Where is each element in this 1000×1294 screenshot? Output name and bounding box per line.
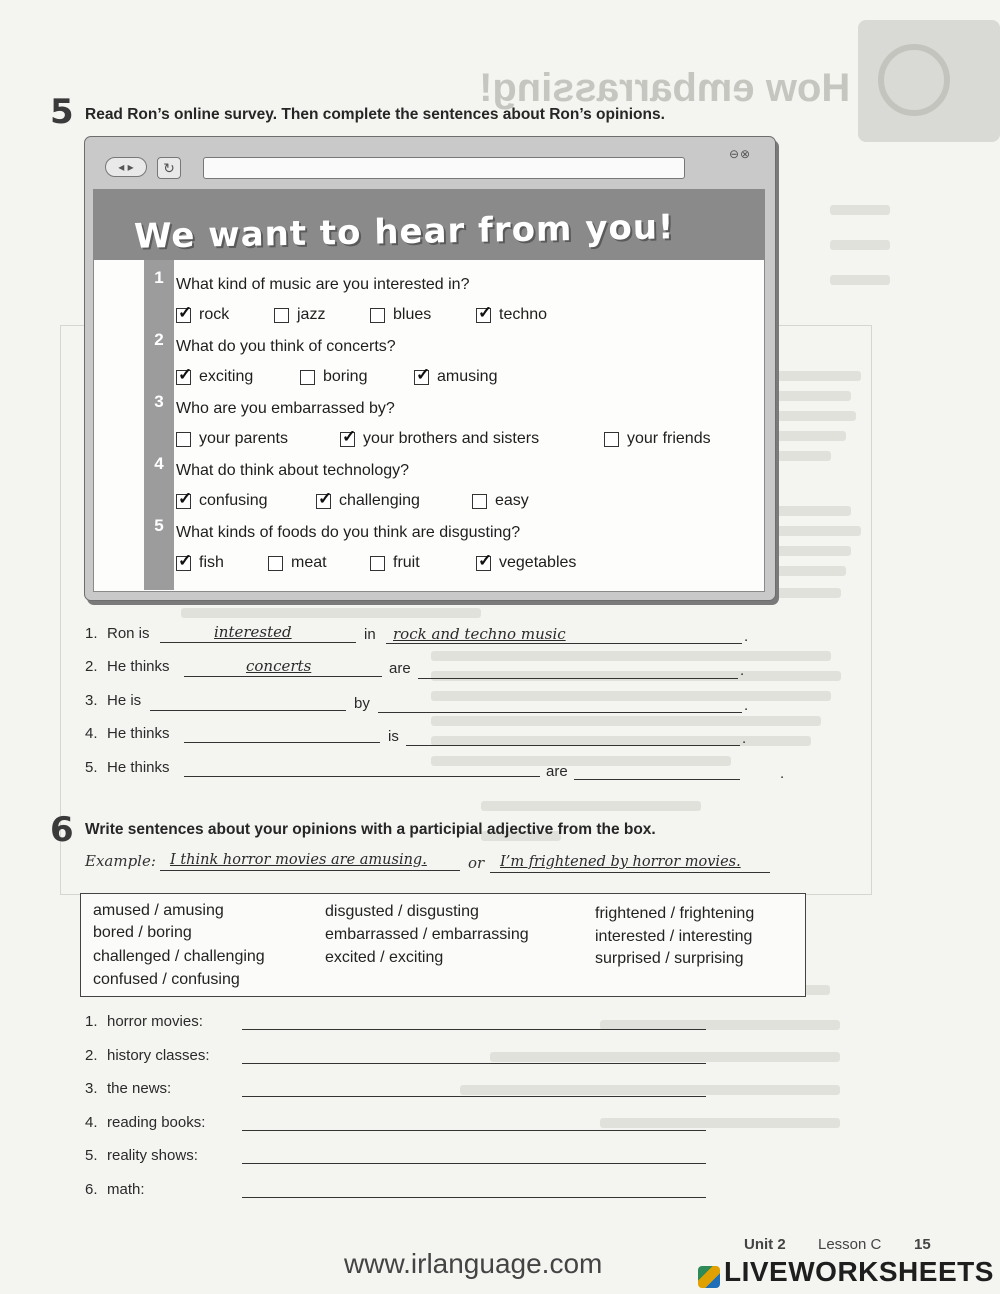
- checkbox[interactable]: [370, 556, 385, 571]
- sentence-text: .: [744, 697, 749, 714]
- item-label: reading books:: [107, 1114, 206, 1131]
- survey-content: [93, 189, 765, 592]
- page-number: 15: [914, 1236, 931, 1253]
- sentence-number: 2.: [85, 658, 98, 675]
- survey-option[interactable]: ✓ your brothers and sisters: [340, 430, 539, 448]
- word-pair: surprised / surprising: [595, 950, 744, 967]
- unit-label: Unit 2: [744, 1236, 786, 1253]
- checkbox[interactable]: [370, 308, 385, 323]
- answer-blank[interactable]: [418, 678, 738, 679]
- example-line: [490, 872, 770, 873]
- survey-option[interactable]: fruit: [370, 554, 420, 572]
- answer-blank[interactable]: [242, 1197, 706, 1198]
- ghost-title: How embarrassing!: [478, 66, 850, 110]
- watermark-url: www.irlanguage.com: [344, 1248, 603, 1279]
- filled-answer: interested: [214, 623, 292, 641]
- survey-option[interactable]: jazz: [274, 306, 325, 324]
- survey-option[interactable]: ✓ amusing: [414, 368, 497, 386]
- filled-answer: rock and techno music: [393, 625, 566, 643]
- word-pair: challenged / challenging: [93, 948, 265, 965]
- word-pair: frightened / frightening: [595, 905, 755, 922]
- sentence-text: .: [780, 765, 785, 782]
- survey-option[interactable]: meat: [268, 554, 327, 572]
- sentence-number: 4.: [85, 725, 98, 742]
- survey-option[interactable]: easy: [472, 492, 529, 510]
- ghost-tab-circle: [878, 44, 950, 116]
- exercise-5-instruction: Read Ron’s online survey. Then complete the sentences about Ron’s opinions.: [85, 106, 665, 123]
- survey-option[interactable]: ✓ techno: [476, 306, 547, 324]
- checkbox-checked[interactable]: [176, 308, 191, 323]
- item-number: 2.: [85, 1047, 98, 1064]
- word-pair: amused / amusing: [93, 902, 224, 919]
- item-label: math:: [107, 1181, 145, 1198]
- exercise-5-number: 5: [50, 92, 74, 132]
- sentence-text: He thinks: [107, 725, 170, 742]
- item-label: horror movies:: [107, 1013, 203, 1030]
- question-number: 4: [154, 454, 164, 473]
- answer-blank[interactable]: [242, 1130, 706, 1131]
- answer-blank[interactable]: [184, 742, 380, 743]
- back-forward-icon: ◂ ▸: [105, 157, 147, 177]
- sentence-text: He thinks: [107, 759, 170, 776]
- survey-option[interactable]: ✓ exciting: [176, 368, 253, 386]
- checkbox[interactable]: [472, 494, 487, 509]
- answer-blank[interactable]: [406, 745, 740, 746]
- liveworksheets-logo-icon: [698, 1266, 720, 1288]
- example-line: [160, 870, 460, 871]
- checkbox[interactable]: [274, 308, 289, 323]
- answer-blank[interactable]: [378, 712, 742, 713]
- answer-blank[interactable]: [242, 1063, 706, 1064]
- item-number: 6.: [85, 1181, 98, 1198]
- sentence-text: .: [744, 628, 749, 645]
- item-label: the news:: [107, 1080, 172, 1097]
- answer-blank[interactable]: [150, 710, 346, 711]
- survey-option[interactable]: boring: [300, 368, 367, 386]
- item-label: history classes:: [107, 1047, 210, 1064]
- answer-blank[interactable]: [160, 642, 356, 643]
- checkbox[interactable]: [300, 370, 315, 385]
- answer-blank[interactable]: [184, 776, 540, 777]
- survey-option[interactable]: blues: [370, 306, 431, 324]
- sentence-number: 3.: [85, 692, 98, 709]
- survey-question: What do you think of concerts?: [176, 338, 396, 355]
- filled-answer: concerts: [246, 657, 312, 675]
- checkbox-checked[interactable]: [176, 494, 191, 509]
- word-pair: disgusted / disgusting: [325, 903, 479, 920]
- survey-option[interactable]: ✓ rock: [176, 306, 229, 324]
- answer-blank[interactable]: [184, 676, 382, 677]
- survey-question: What kinds of foods do you think are disgusting?: [176, 524, 521, 541]
- example-answer-2: I’m frightened by horror movies.: [500, 854, 741, 870]
- question-number: 2: [154, 330, 164, 349]
- question-number: 3: [154, 392, 164, 411]
- item-number: 4.: [85, 1114, 98, 1131]
- survey-question: What kind of music are you interested in?: [176, 276, 470, 293]
- checkbox-checked[interactable]: [176, 370, 191, 385]
- sentence-number: 1.: [85, 625, 98, 642]
- survey-option[interactable]: your friends: [604, 430, 711, 448]
- survey-option[interactable]: ✓ confusing: [176, 492, 268, 510]
- reload-icon: ↻: [157, 157, 181, 179]
- checkbox-checked[interactable]: [316, 494, 331, 509]
- participial-adjective-box: [80, 893, 806, 997]
- survey-option[interactable]: ✓ vegetables: [476, 554, 576, 572]
- sentence-text: are: [546, 763, 568, 780]
- sentence-text: is: [388, 728, 399, 745]
- example-answer-1: I think horror movies are amusing.: [170, 852, 427, 868]
- answer-blank[interactable]: [386, 643, 742, 644]
- question-number: 5: [154, 516, 164, 535]
- checkbox-checked[interactable]: [476, 556, 491, 571]
- window-controls-icon: ⊖⊗: [729, 147, 752, 161]
- answer-blank[interactable]: [574, 779, 740, 780]
- checkbox-checked[interactable]: [414, 370, 429, 385]
- word-pair: bored / boring: [93, 924, 192, 941]
- survey-option[interactable]: ✓ challenging: [316, 492, 420, 510]
- sentence-number: 5.: [85, 759, 98, 776]
- item-label: reality shows:: [107, 1147, 198, 1164]
- exercise-6-instruction: Write sentences about your opinions with a participial adjective from the box.: [85, 821, 656, 838]
- sentence-text: He is: [107, 692, 142, 709]
- address-bar: [203, 157, 685, 179]
- sentence-text: in: [364, 626, 376, 643]
- item-number: 5.: [85, 1147, 98, 1164]
- item-number: 1.: [85, 1013, 98, 1030]
- survey-question: Who are you embarrassed by?: [176, 400, 395, 417]
- word-pair: excited / exciting: [325, 949, 444, 966]
- sentence-text: .: [740, 662, 745, 679]
- sentence-text: are: [389, 660, 411, 677]
- example-label: Example:: [85, 852, 156, 870]
- sentence-text: He thinks: [107, 658, 170, 675]
- item-number: 3.: [85, 1080, 98, 1097]
- answer-blank[interactable]: [242, 1029, 706, 1030]
- survey-browser-window: [84, 136, 776, 601]
- word-pair: interested / interesting: [595, 928, 753, 945]
- word-pair: confused / confusing: [93, 971, 240, 988]
- survey-banner-title: We want to hear from you!: [133, 207, 675, 257]
- exercise-6-number: 6: [50, 810, 74, 850]
- word-pair: embarrassed / embarrassing: [325, 926, 529, 943]
- example-or: or: [468, 854, 485, 872]
- checkbox[interactable]: [268, 556, 283, 571]
- checkbox-checked[interactable]: [476, 308, 491, 323]
- answer-blank[interactable]: [242, 1163, 706, 1164]
- sentence-text: by: [354, 695, 370, 712]
- question-number-column: [144, 260, 174, 590]
- lesson-label: Lesson C: [818, 1236, 882, 1253]
- survey-question: What do think about technology?: [176, 462, 410, 479]
- survey-option[interactable]: ✓ fish: [176, 554, 224, 572]
- sentence-text: Ron is: [107, 625, 150, 642]
- checkbox[interactable]: [176, 432, 191, 447]
- survey-option[interactable]: your parents: [176, 430, 288, 448]
- liveworksheets-brand: LIVEWORKSHEETS: [698, 1256, 994, 1288]
- checkbox-checked[interactable]: [340, 432, 355, 447]
- checkbox[interactable]: [604, 432, 619, 447]
- checkbox-checked[interactable]: [176, 556, 191, 571]
- answer-blank[interactable]: [242, 1096, 706, 1097]
- question-number: 1: [154, 268, 164, 287]
- sentence-text: .: [742, 730, 747, 747]
